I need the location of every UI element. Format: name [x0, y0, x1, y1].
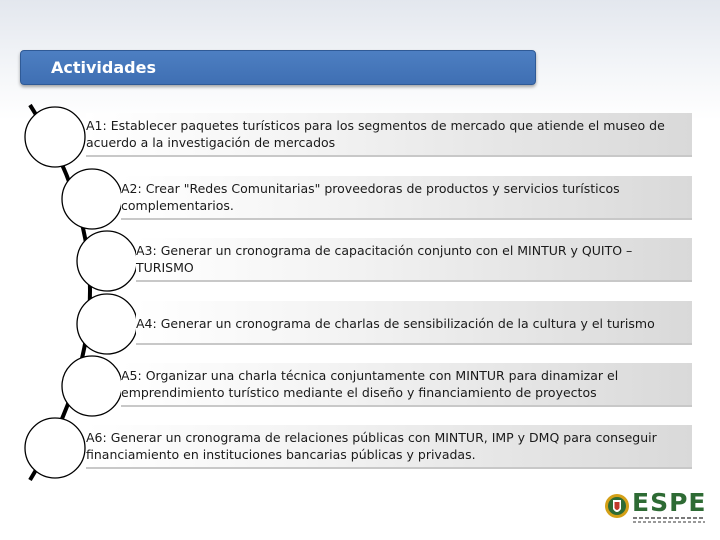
activity-item-3: A3: Generar un cronograma de capacitación conjunto con el MINTUR y QUITO – TURISMO: [136, 238, 692, 282]
timeline-node-4: [77, 294, 137, 354]
espe-logo: [604, 488, 708, 524]
logo-wordmark: ESPE: [632, 488, 707, 517]
timeline-node-3: [77, 231, 137, 291]
timeline-node-6: [25, 418, 85, 478]
espe-shield-icon: [604, 489, 630, 523]
section-title: Actividades: [51, 58, 156, 77]
logo-tagline-line-2: [633, 521, 705, 523]
timeline-node-1: [25, 107, 85, 167]
activity-item-2: A2: Crear "Redes Comunitarias" proveedoras de productos y servicios turísticos complementarios.: [121, 176, 692, 220]
timeline-node-5: [62, 356, 122, 416]
activity-item-6: A6: Generar un cronograma de relaciones públicas con MINTUR, IMP y DMQ para conseguir financiamiento en instituciones bancarias públicas y privadas.: [86, 425, 692, 469]
activity-item-1: A1: Establecer paquetes turísticos para los segmentos de mercado que atiende el museo de acuerdo a la investigación de mercados: [86, 113, 692, 157]
logo-tagline-line-1: [633, 517, 705, 519]
activity-item-4: A4: Generar un cronograma de charlas de sensibilización de la cultura y el turismo: [136, 301, 692, 345]
timeline-node-2: [62, 169, 122, 229]
activity-item-5: A5: Organizar una charla técnica conjuntamente con MINTUR para dinamizar el emprendimiento turístico mediante el diseño y financiamiento de proyectos: [121, 363, 692, 407]
